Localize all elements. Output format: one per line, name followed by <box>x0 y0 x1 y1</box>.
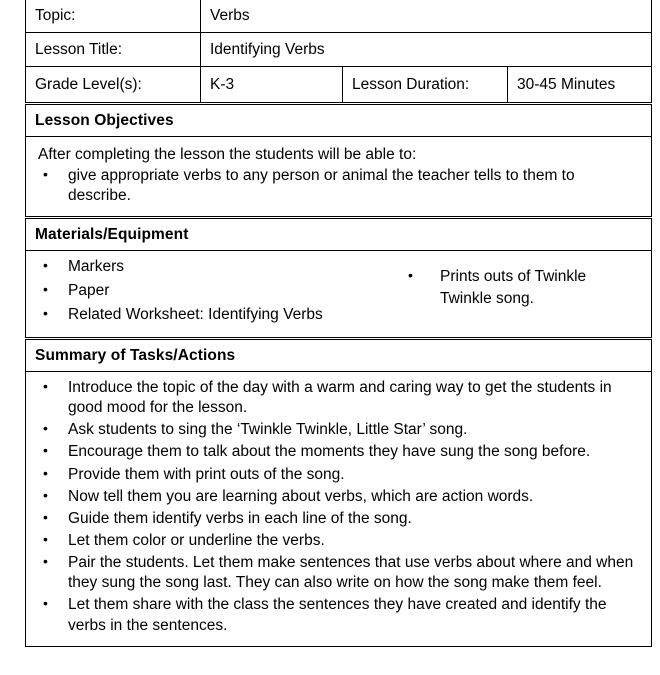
grade-level-label-cell <box>26 67 201 104</box>
section-body-objectives <box>26 137 652 217</box>
list-item: • Let them share with the class the sentences they have created and identify the verbs in the sentences. <box>35 595 641 635</box>
section-body-tasks <box>26 371 652 646</box>
section-header-materials <box>26 217 652 250</box>
tasks-body-cell <box>26 371 652 646</box>
table-row-topic <box>26 0 652 33</box>
list-item: • Prints outs of Twinkle Twinkle song. <box>380 266 641 311</box>
section-header-objectives <box>26 104 652 137</box>
objectives-body <box>26 137 651 215</box>
materials-column-left <box>35 257 380 329</box>
materials-list-left <box>35 257 380 325</box>
list-item: • give appropriate verbs to any person or animal the teacher tells to them to describe. <box>35 166 641 206</box>
lesson-title-value: Identifying Verbs <box>210 41 325 59</box>
grade-level-value-cell <box>201 67 343 104</box>
materials-heading-cell <box>26 217 652 250</box>
list-item: • Guide them identify verbs in each line of the song. <box>35 509 641 529</box>
lesson-duration-label-cell <box>343 67 508 104</box>
table-row-grade-duration <box>26 67 652 104</box>
grade-level-label: Grade Level(s): <box>35 76 142 94</box>
tasks-body <box>26 372 651 646</box>
objectives-list <box>35 166 641 206</box>
materials-body <box>26 251 651 337</box>
materials-column-right <box>380 257 641 312</box>
lesson-plan-table <box>25 0 652 647</box>
list-item: • Encourage them to talk about the moments they have sung the song before. <box>35 442 641 462</box>
tasks-heading: Summary of Tasks/Actions <box>35 346 236 364</box>
objectives-heading-cell <box>26 104 652 137</box>
lesson-duration-label: Lesson Duration: <box>352 76 470 94</box>
topic-label: Topic: <box>35 7 76 24</box>
list-item: • Let them color or underline the verbs. <box>35 531 641 551</box>
topic-value: Verbs <box>210 7 250 24</box>
list-item: • Provide them with print outs of the song. <box>35 465 641 485</box>
list-item: • Paper <box>35 281 380 301</box>
materials-columns <box>35 257 641 329</box>
lesson-duration-value: 30-45 Minutes <box>517 76 616 94</box>
list-item: • Markers <box>35 257 380 277</box>
materials-body-cell <box>26 250 652 338</box>
materials-heading: Materials/Equipment <box>35 225 189 243</box>
grade-level-value: K-3 <box>210 76 235 94</box>
materials-list-right <box>380 266 641 311</box>
list-item: • Ask students to sing the ‘Twinkle Twinkle, Little Star’ song. <box>35 420 641 440</box>
objectives-heading: Lesson Objectives <box>35 112 174 130</box>
table-row-lesson-title <box>26 33 652 67</box>
list-item: • Related Worksheet: Identifying Verbs <box>35 305 380 325</box>
list-item: • Introduce the topic of the day with a warm and caring way to get the students in good mood for the lesson. <box>35 378 641 418</box>
objectives-intro: After completing the lesson the students will be able to: <box>38 146 417 164</box>
lesson-title-label: Lesson Title: <box>35 41 123 59</box>
topic-value-cell <box>201 0 652 33</box>
topic-label-cell <box>26 0 201 33</box>
tasks-heading-cell <box>26 338 652 371</box>
section-header-tasks <box>26 338 652 371</box>
tasks-list <box>35 378 641 636</box>
lesson-title-label-cell <box>26 33 201 67</box>
lesson-title-value-cell <box>201 33 652 67</box>
lesson-duration-value-cell <box>508 67 652 104</box>
objectives-body-cell <box>26 137 652 217</box>
section-body-materials <box>26 250 652 338</box>
list-item: • Pair the students. Let them make sentences that use verbs about where and when they sung the song last. They can also write on how the song make them feel. <box>35 553 641 593</box>
list-item: • Now tell them you are learning about verbs, which are action words. <box>35 487 641 507</box>
